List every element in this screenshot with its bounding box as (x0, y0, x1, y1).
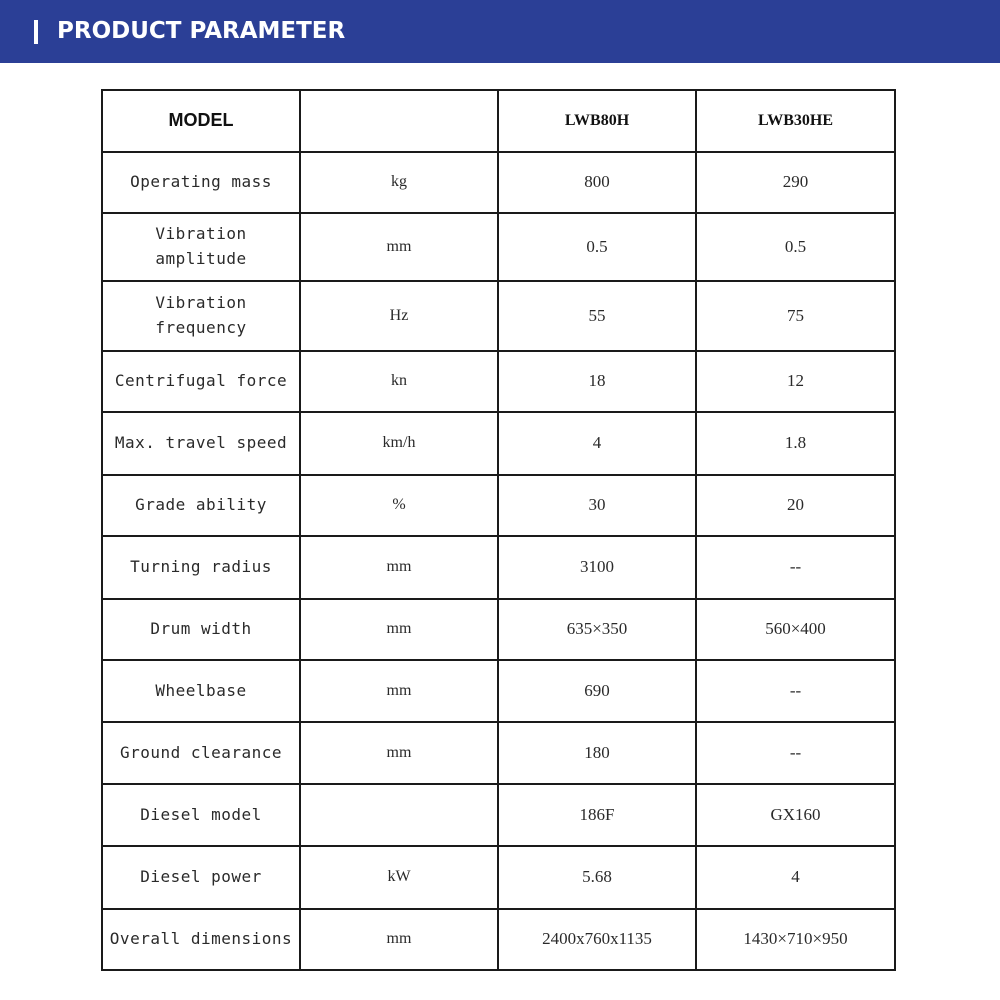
table-row (102, 909, 895, 970)
parameter-value: 290 (696, 152, 895, 213)
parameter-value: 1.8 (696, 412, 895, 475)
parameter-value: 5.68 (498, 846, 696, 909)
header-accent-bar (34, 20, 38, 44)
model-column-header: LWB30HE (696, 90, 895, 152)
parameter-unit: mm (300, 909, 498, 970)
table-row (102, 152, 895, 213)
parameter-label: Turning radius (102, 536, 300, 599)
parameter-label: Overall dimensions (102, 909, 300, 970)
table-row (102, 213, 895, 281)
parameter-label: Diesel model (102, 784, 300, 846)
parameter-label: Ground clearance (102, 722, 300, 784)
parameter-value: 3100 (498, 536, 696, 599)
parameter-unit: kW (300, 846, 498, 909)
table-row (102, 846, 895, 909)
parameter-value: 180 (498, 722, 696, 784)
table-row (102, 536, 895, 599)
parameter-value: 18 (498, 351, 696, 412)
table-row (102, 722, 895, 784)
parameter-label: Drum width (102, 599, 300, 660)
table-row (102, 660, 895, 722)
parameter-unit: mm (300, 722, 498, 784)
parameter-value: 0.5 (498, 213, 696, 281)
parameter-label: Vibration frequency (102, 281, 300, 351)
header-bar (0, 0, 1000, 63)
parameter-unit: mm (300, 660, 498, 722)
parameter-value: 635×350 (498, 599, 696, 660)
page-title: PRODUCT PARAMETER (57, 18, 346, 44)
parameter-value: 800 (498, 152, 696, 213)
parameter-value: 2400x760x1135 (498, 909, 696, 970)
parameter-value: -- (696, 536, 895, 599)
table-row (102, 599, 895, 660)
parameter-unit: km/h (300, 412, 498, 475)
parameter-unit: mm (300, 599, 498, 660)
parameter-unit: mm (300, 213, 498, 281)
parameter-label: Max. travel speed (102, 412, 300, 475)
parameter-label: Vibration amplitude (102, 213, 300, 281)
parameter-value: 0.5 (696, 213, 895, 281)
parameter-label: Grade ability (102, 475, 300, 536)
table-row (102, 351, 895, 412)
parameter-label: Operating mass (102, 152, 300, 213)
parameter-value: 690 (498, 660, 696, 722)
parameter-unit: kn (300, 351, 498, 412)
parameter-label: Diesel power (102, 846, 300, 909)
parameter-label: Wheelbase (102, 660, 300, 722)
table-row (102, 281, 895, 351)
parameter-value: 4 (498, 412, 696, 475)
parameter-value: 186F (498, 784, 696, 846)
parameter-value: 20 (696, 475, 895, 536)
model-header-cell: MODEL (102, 90, 300, 152)
table-row (102, 475, 895, 536)
parameter-unit (300, 784, 498, 846)
parameter-value: GX160 (696, 784, 895, 846)
table-header-row (102, 90, 895, 152)
parameter-value: 75 (696, 281, 895, 351)
parameter-value: 4 (696, 846, 895, 909)
parameter-unit: mm (300, 536, 498, 599)
table-row (102, 784, 895, 846)
parameter-label: Centrifugal force (102, 351, 300, 412)
parameter-unit: kg (300, 152, 498, 213)
parameter-value: -- (696, 660, 895, 722)
product-parameter-table (101, 89, 896, 971)
parameter-value: 30 (498, 475, 696, 536)
unit-header-cell (300, 90, 498, 152)
parameter-unit: Hz (300, 281, 498, 351)
parameter-unit: % (300, 475, 498, 536)
parameter-value: 12 (696, 351, 895, 412)
parameter-value: 55 (498, 281, 696, 351)
model-column-header: LWB80H (498, 90, 696, 152)
parameter-value: 560×400 (696, 599, 895, 660)
parameter-value: 1430×710×950 (696, 909, 895, 970)
table-row (102, 412, 895, 475)
parameter-value: -- (696, 722, 895, 784)
